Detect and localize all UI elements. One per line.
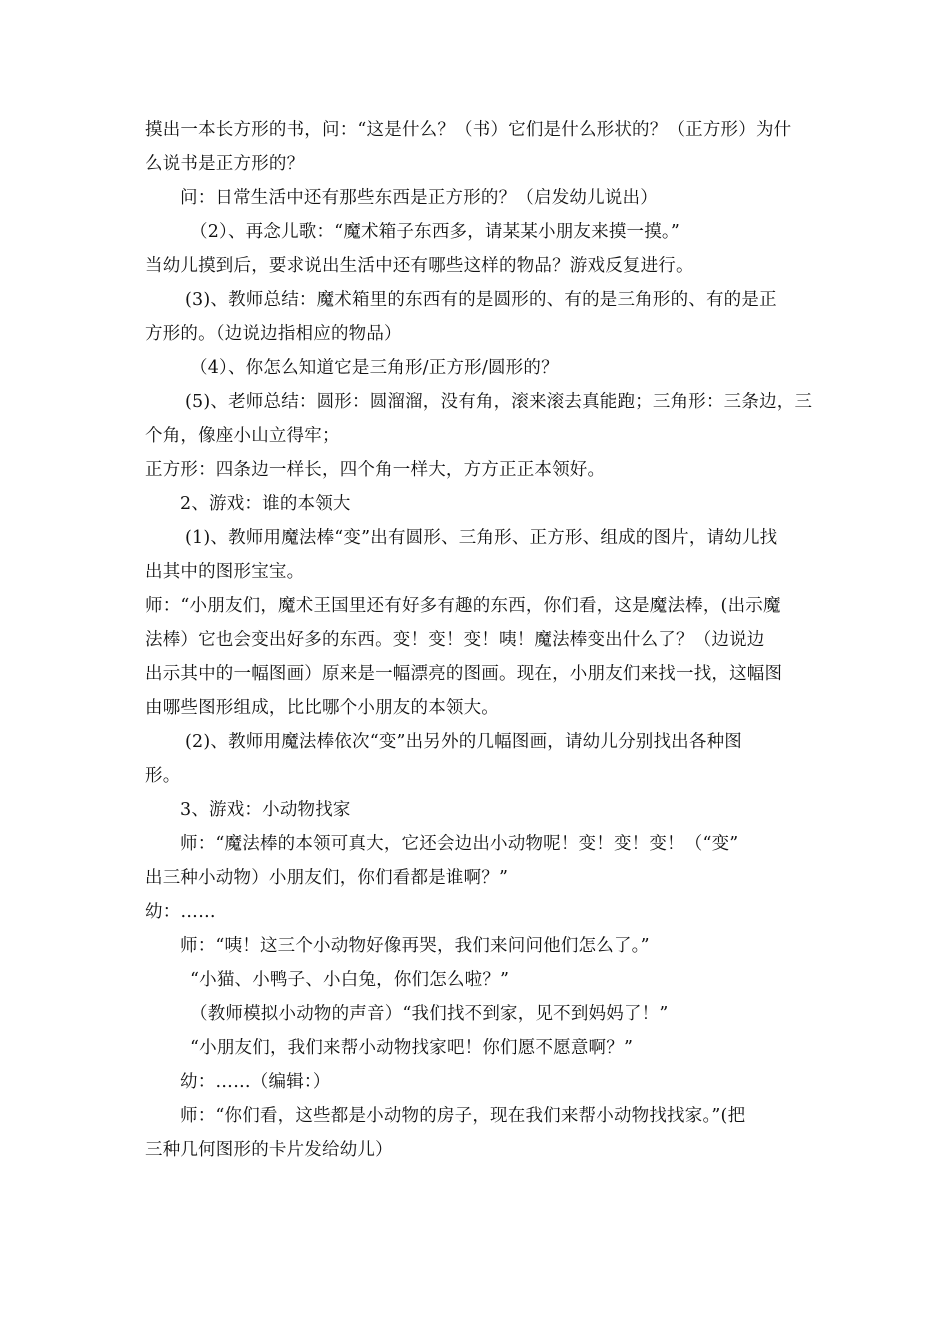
text-line-31: 三种几何图形的卡片发给幼儿）	[145, 1140, 393, 1160]
text-line-6: (3)、教师总结：魔术箱里的东西有的是圆形的、有的是三角形的、有的是正	[185, 290, 777, 310]
text-line-11: 正方形：四条边一样长，四个角一样大，方方正正本领好。	[145, 460, 606, 480]
text-line-18: 由哪些图形组成，比比哪个小朋友的本领大。	[145, 698, 499, 718]
text-line-25: 师：“咦！这三个小动物好像再哭，我们来问问他们怎么了。”	[180, 936, 650, 956]
text-line-9: (5)、老师总结：圆形：圆溜溜，没有角，滚来滚去真能跑；三角形：三条边，三	[185, 392, 813, 412]
text-line-27: （教师模拟小动物的声音）“我们找不到家，见不到妈妈了！”	[190, 1004, 669, 1024]
text-line-12: 2、游戏：谁的本领大	[180, 494, 351, 514]
text-line-10: 个角，像座小山立得牢；	[145, 426, 340, 446]
text-line-16: 法棒）它也会变出好多的东西。变！变！变！咦！魔法棒变出什么了？（边说边	[145, 630, 765, 650]
text-line-1: 摸出一本长方形的书，问：“这是什么？（书）它们是什么形状的？（正方形）为什	[145, 120, 792, 140]
text-line-13: (1)、教师用魔法棒“变”出有圆形、三角形、正方形、组成的图片，请幼儿找	[185, 528, 778, 548]
text-line-23: 出三种小动物）小朋友们，你们看都是谁啊？”	[145, 868, 509, 888]
text-line-8: （4）、你怎么知道它是三角形/正方形/圆形的？	[190, 358, 559, 378]
text-line-5: 当幼儿摸到后，要求说出生活中还有哪些这样的物品？游戏反复进行。	[145, 256, 694, 276]
text-line-20: 形。	[145, 766, 181, 786]
text-line-14: 出其中的图形宝宝。	[145, 562, 305, 582]
text-line-24: 幼：……	[145, 902, 216, 922]
text-line-3: 问：日常生活中还有那些东西是正方形的？（启发幼儿说出）	[180, 188, 658, 208]
text-line-29: 幼：……（编辑：）	[180, 1072, 331, 1092]
text-line-22: 师：“魔法棒的本领可真大，它还会边出小动物呢！变！变！变！（“变”	[180, 834, 739, 854]
text-line-15: 师：“小朋友们，魔术王国里还有好多有趣的东西，你们看，这是魔法棒，(出示魔	[145, 596, 781, 616]
document-page	[145, 115, 813, 1169]
text-line-21: 3、游戏：小动物找家	[180, 800, 351, 820]
text-line-19: (2)、教师用魔法棒依次“变”出另外的几幅图画，请幼儿分别找出各种图	[185, 732, 742, 752]
text-line-30: 师：“你们看，这些都是小动物的房子，现在我们来帮小动物找找家。”(把	[180, 1106, 746, 1126]
text-line-26: “小猫、小鸭子、小白兔，你们怎么啦？”	[190, 970, 510, 990]
text-line-7: 方形的。（边说边指相应的物品）	[145, 324, 402, 344]
text-line-4: （2）、再念儿歌：“魔术箱子东西多，请某某小朋友来摸一摸。”	[190, 222, 681, 242]
text-line-2: 么说书是正方形的？	[145, 154, 305, 174]
text-line-17: 出示其中的一幅图画）原来是一幅漂亮的图画。现在，小朋友们来找一找，这幅图	[145, 664, 783, 684]
text-line-28: “小朋友们，我们来帮小动物找家吧！你们愿不愿意啊？”	[190, 1038, 634, 1058]
